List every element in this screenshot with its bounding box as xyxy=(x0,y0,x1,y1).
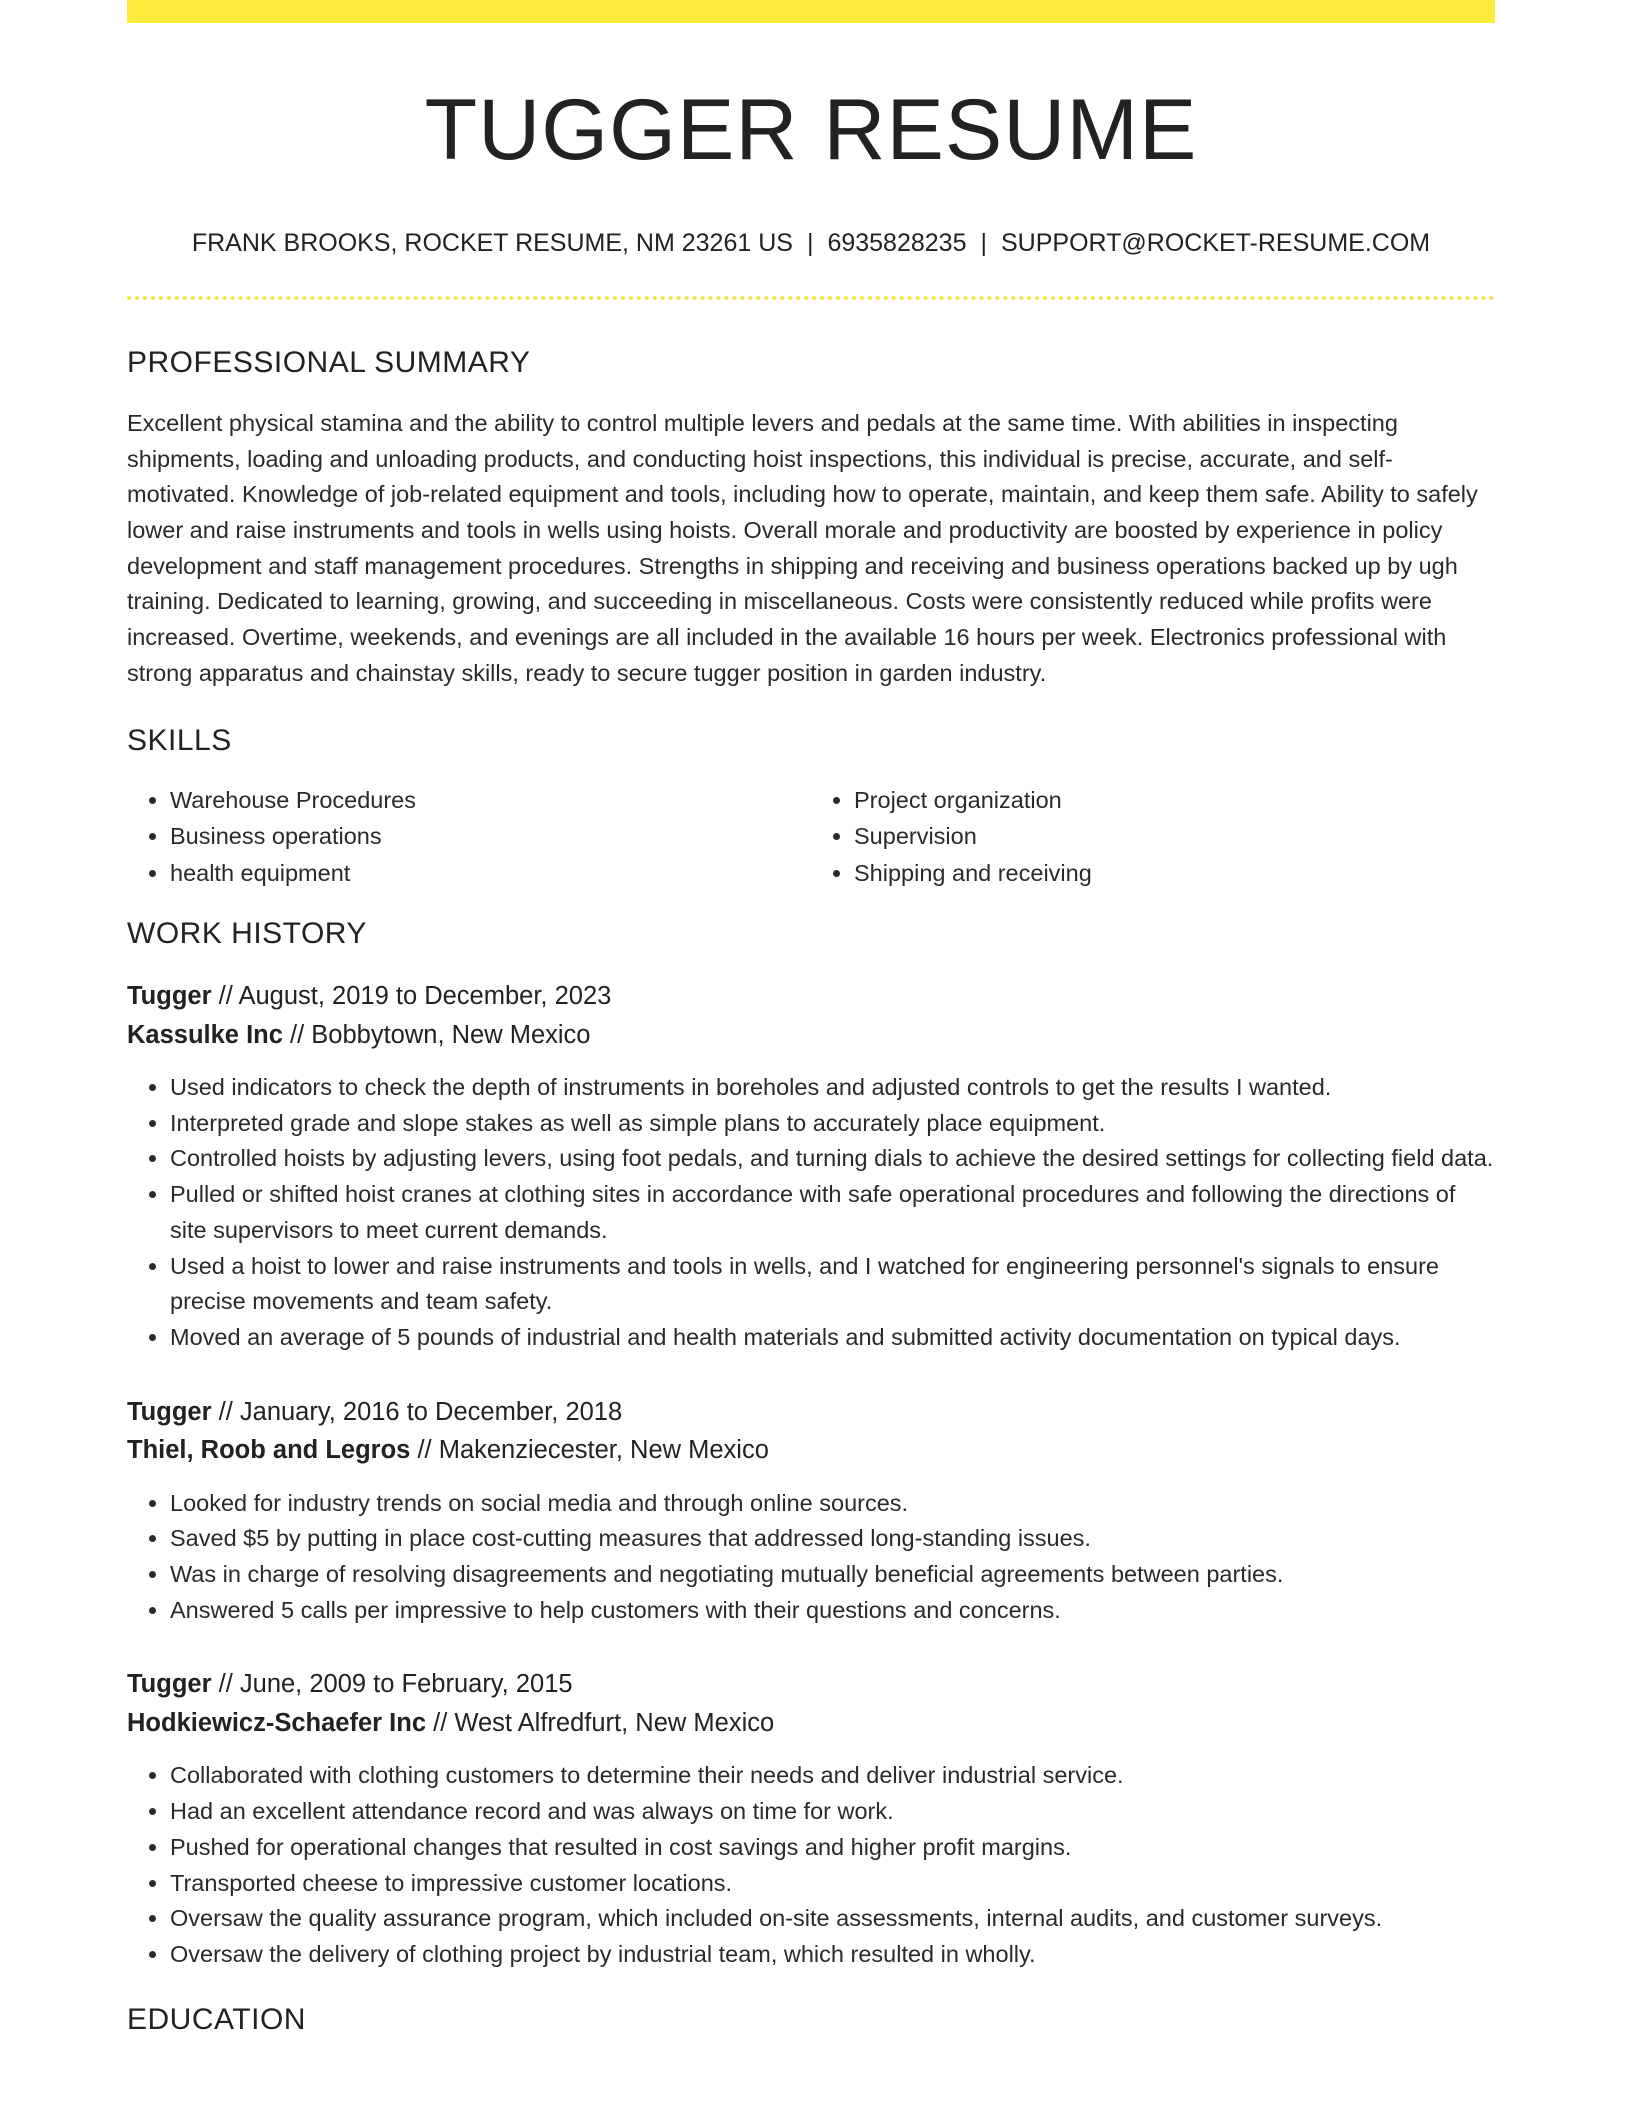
job-bullet: • Collaborated with clothing customers to determine their needs and deliver industrial service. xyxy=(170,1758,1495,1794)
job-dates: August, 2019 to December, 2023 xyxy=(238,982,612,1011)
job-entry xyxy=(127,1393,1495,1629)
job-bullet: • Had an excellent attendance record and was always on time for work. xyxy=(170,1794,1495,1830)
job-bullet: • Controlled hoists by adjusting levers, using foot pedals, and turning dials to achieve the desired settings for collecting field data. xyxy=(170,1141,1495,1177)
skill-item: • Supervision xyxy=(854,818,1495,855)
job-entry xyxy=(127,977,1495,1356)
contact-phone: 6935828235 xyxy=(827,228,967,257)
job-bullet: • Looked for industry trends on social media and through online sources. xyxy=(170,1486,1495,1522)
skill-item: • Warehouse Procedures xyxy=(170,782,811,819)
job-location: Bobbytown, New Mexico xyxy=(311,1020,591,1049)
skill-item: • health equipment xyxy=(170,855,811,892)
job-separator: // xyxy=(218,982,233,1011)
job-bullet: • Answered 5 calls per impressive to help customers with their questions and concerns. xyxy=(170,1593,1495,1629)
job-role: Tugger xyxy=(127,1397,212,1426)
skills-column-right xyxy=(811,782,1495,892)
job-company: Hodkiewicz-Schaefer Inc xyxy=(127,1708,427,1737)
job-company-line xyxy=(127,1704,1495,1743)
job-bullets xyxy=(127,1486,1495,1629)
job-company-line xyxy=(127,1016,1495,1055)
contact-email: SUPPORT@ROCKET-RESUME.COM xyxy=(1000,228,1431,257)
job-dates: January, 2016 to December, 2018 xyxy=(239,1397,623,1426)
job-bullet: • Pushed for operational changes that resulted in cost savings and higher profit margins. xyxy=(170,1830,1495,1866)
job-bullet: • Saved $5 by putting in place cost-cutting measures that addressed long-standing issues. xyxy=(170,1521,1495,1557)
summary-text: Excellent physical stamina and the ability to control multiple levers and pedals at the same time. With abilities in inspecting shipments, loading and unloading products, and conducting hoist inspections, this individual is precise, accurate, and self-motivated. Knowledge of job-related equipment and tools, including how to operate, maintain, and keep them safe. Ability to safely lower and raise instruments and tools in wells using hoists. Overall morale and productivity are boosted by experience in policy development and staff management procedures. Strengths in shipping and receiving and business operations backed up by ugh training. Dedicated to learning, growing, and succeeding in miscellaneous. Costs were consistently reduced while profits were increased. Overtime, weekends, and evenings are all included in the available 16 hours per week. Electronics professional with strong apparatus and chainstay skills, ready to secure tugger position in garden industry. xyxy=(127,409,1478,686)
skill-item: • Shipping and receiving xyxy=(854,855,1495,892)
job-role: Tugger xyxy=(127,982,212,1011)
contact-address: FRANK BROOKS, ROCKET RESUME, NM 23261 US xyxy=(191,228,793,257)
job-bullet: • Pulled or shifted hoist cranes at clothing sites in accordance with safe operational procedures and following the directions of site supervisors to meet current demands. xyxy=(170,1177,1495,1248)
job-company: Kassulke Inc xyxy=(127,1020,283,1049)
accent-top-bar xyxy=(127,0,1495,23)
job-separator: // xyxy=(433,1708,448,1737)
skills-heading: SKILLS xyxy=(127,723,232,757)
skill-item: • Business operations xyxy=(170,818,811,855)
job-separator: // xyxy=(218,1397,233,1426)
contact-separator: | xyxy=(980,228,987,257)
job-location: Makenziecester, New Mexico xyxy=(438,1436,769,1465)
contact-line xyxy=(127,228,1495,258)
job-role-line xyxy=(127,977,1495,1016)
skill-item: • Project organization xyxy=(854,782,1495,819)
job-bullet: • Interpreted grade and slope stakes as well as simple plans to accurately place equipment. xyxy=(170,1106,1495,1142)
job-role-line xyxy=(127,1665,1495,1704)
job-bullet: • Oversaw the quality assurance program, which included on-site assessments, internal audits, and customer surveys. xyxy=(170,1901,1495,1937)
education-heading: EDUCATION xyxy=(127,2002,306,2036)
resume-title: TUGGER RESUME xyxy=(424,82,1198,178)
job-bullet: • Transported cheese to impressive customer locations. xyxy=(170,1866,1495,1902)
job-bullets xyxy=(127,1758,1495,1972)
job-role: Tugger xyxy=(127,1670,212,1699)
job-separator: // xyxy=(290,1020,305,1049)
job-entry xyxy=(127,1665,1495,1972)
job-bullet: • Was in charge of resolving disagreements and negotiating mutually beneficial agreements between parties. xyxy=(170,1557,1495,1593)
job-dates: June, 2009 to February, 2015 xyxy=(239,1670,573,1699)
skills-column-left xyxy=(127,782,811,892)
job-company-line xyxy=(127,1431,1495,1470)
job-company: Thiel, Roob and Legros xyxy=(127,1436,411,1465)
job-bullet: • Used a hoist to lower and raise instruments and tools in wells, and I watched for engineering personnel's signals to ensure precise movements and team safety. xyxy=(170,1249,1495,1320)
resume-page xyxy=(127,0,1495,2037)
work-history-heading: WORK HISTORY xyxy=(127,917,367,951)
dotted-divider xyxy=(127,296,1495,300)
job-separator: // xyxy=(218,1670,233,1699)
job-bullet: • Oversaw the delivery of clothing project by industrial team, which resulted in wholly. xyxy=(170,1937,1495,1973)
job-bullet: • Moved an average of 5 pounds of industrial and health materials and submitted activity documentation on typical days. xyxy=(170,1320,1495,1356)
skills-list xyxy=(127,782,1495,892)
job-separator: // xyxy=(417,1436,432,1465)
job-bullet: • Used indicators to check the depth of instruments in boreholes and adjusted controls to get the results I wanted. xyxy=(170,1070,1495,1106)
contact-separator: | xyxy=(806,228,814,257)
summary-heading: PROFESSIONAL SUMMARY xyxy=(127,345,531,379)
job-role-line xyxy=(127,1393,1495,1432)
job-location: West Alfredfurt, New Mexico xyxy=(454,1708,775,1737)
job-bullets xyxy=(127,1070,1495,1356)
